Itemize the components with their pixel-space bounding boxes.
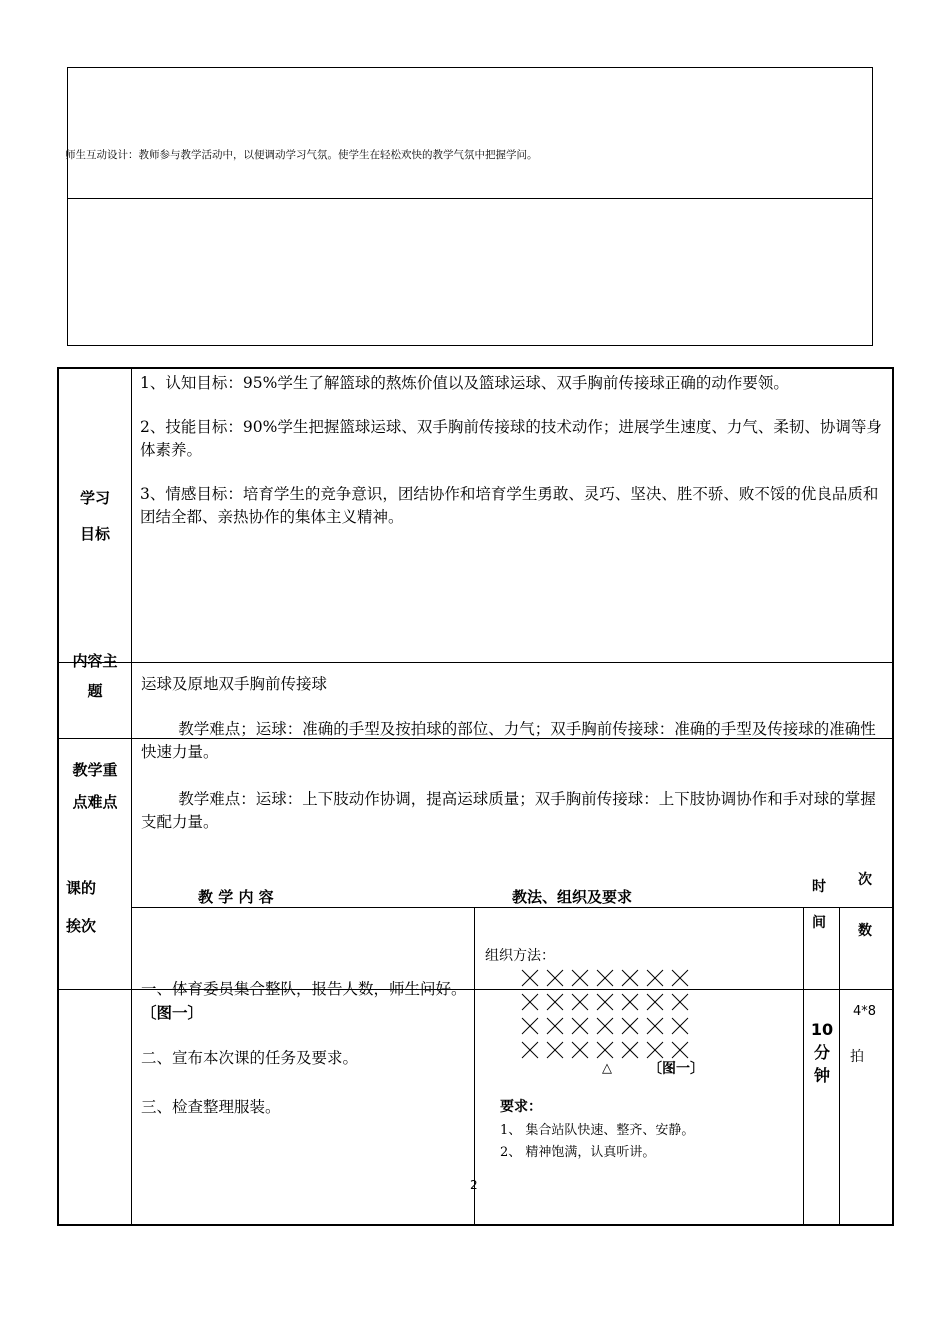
time-value [806,1018,838,1087]
formation-caption: 〔图一〕 [648,1061,704,1077]
header-count-line2: 数 [858,923,872,939]
student-x-mark [517,966,542,990]
goals-label-line2: 目标 [79,525,110,543]
order-label [66,869,96,945]
formation-row [517,966,692,990]
goals-content [140,372,888,529]
header-time-line1: 时 [812,879,826,895]
content-figure-ref: 〔图一〕 [141,1003,204,1022]
student-x-mark [542,1014,567,1038]
student-x-mark [567,1014,592,1038]
requirement-2: 2、 精神饱满，认真听讲。 [500,1145,656,1160]
student-x-mark [542,966,567,990]
formation-row [517,990,692,1014]
student-x-mark [642,1038,667,1062]
order-label-line2: 挨次 [66,917,97,935]
keypoints-label-line1: 教学重 [72,761,118,779]
header-content: 教 学 内 容 [198,888,274,906]
student-x-mark [517,990,542,1014]
count-line1: 4*8 [853,1004,877,1019]
student-x-mark [592,1014,617,1038]
student-x-mark [642,966,667,990]
topic-label-line1: 内容主 [72,652,118,670]
student-x-mark [642,1014,667,1038]
student-x-mark [617,1014,642,1038]
goal-affective: 3、情感目标：培育学生的竞争意识，团结协作和培育学生勇敢、灵巧、坚决、胜不骄、败不馁的优良品质和团结全都、亲热协作的集体主义精神。 [140,485,879,526]
count-line2: 拍 [850,1049,864,1065]
interaction-note: 师生互动设计：教师参与教学活动中，以便调动学习气氛。使学生在轻松欢快的教学气氛中把握学问。 [65,149,538,161]
student-x-mark [567,1038,592,1062]
goals-label [60,480,130,552]
topic-text: 运球及原地双手胸前传接球 [141,675,328,693]
student-x-mark [542,1038,567,1062]
student-x-mark [542,990,567,1014]
schedule-content [141,978,471,1119]
page-number: 2 [470,1178,478,1192]
content-item-1 [141,978,471,1025]
student-x-mark [517,1014,542,1038]
requirements-list [500,1120,694,1164]
student-x-mark [567,990,592,1014]
student-x-mark [667,1014,692,1038]
content-item-1-text: 一、体育委员集合整队，报告人数，师生问好。 [141,980,467,998]
key-point-1: 教学难点；运球：准确的手型及按拍球的部位、力气；双手胸前传接球：准确的手型及传接球的准确性快速力量。 [141,720,876,761]
student-x-mark [617,966,642,990]
formation-grid [517,966,692,1062]
student-x-mark [667,990,692,1014]
content-item-3: 三、检查整理服装。 [141,1098,281,1116]
content-item-2: 二、宣布本次课的任务及要求。 [141,1049,359,1067]
key-point-2: 教学难点：运球：上下肢动作协调，提高运球质量；双手胸前传接球：上下肢协调协作和手对球的掌握支配力量。 [141,790,876,831]
header-count-line1: 次 [858,872,872,888]
student-x-mark [667,966,692,990]
goal-cognitive: 1、认知目标：95%学生了解篮球的熬炼价值以及篮球运球、双手胸前传接球正确的动作要领。 [140,374,789,392]
requirements-title: 要求： [500,1099,542,1115]
keypoints-label [60,754,130,818]
keypoints-content [141,718,888,834]
formation-row [517,1038,692,1062]
topic-label [60,646,130,706]
student-x-mark [617,990,642,1014]
student-x-mark [517,1038,542,1062]
time-line3: 钟 [813,1066,830,1085]
student-x-mark [592,1038,617,1062]
student-x-mark [567,966,592,990]
header-time-line2: 间 [812,915,826,931]
student-x-mark [617,1038,642,1062]
header-method: 教法、组织及要求 [512,888,633,906]
teacher-mark: △ [602,1061,612,1076]
goal-skill: 2、技能目标：90%学生把握篮球运球、双手胸前传接球的技术动作；进展学生速度、力气、柔韧、协调等身体素养。 [140,418,882,459]
time-line2: 分 [813,1043,830,1062]
order-label-line1: 课的 [66,879,97,897]
student-x-mark [642,990,667,1014]
requirement-1: 1、 集合站队快速、整齐、安静。 [500,1123,695,1138]
time-line1: 10 [810,1020,834,1039]
student-x-mark [592,990,617,1014]
student-x-mark [592,966,617,990]
goals-label-line1: 学习 [79,489,110,507]
keypoints-label-line2: 点难点 [72,793,118,811]
org-title: 组织方法： [485,948,555,964]
formation-row [517,1014,692,1038]
topic-label-line2: 题 [87,682,103,700]
student-x-mark [667,1038,692,1062]
